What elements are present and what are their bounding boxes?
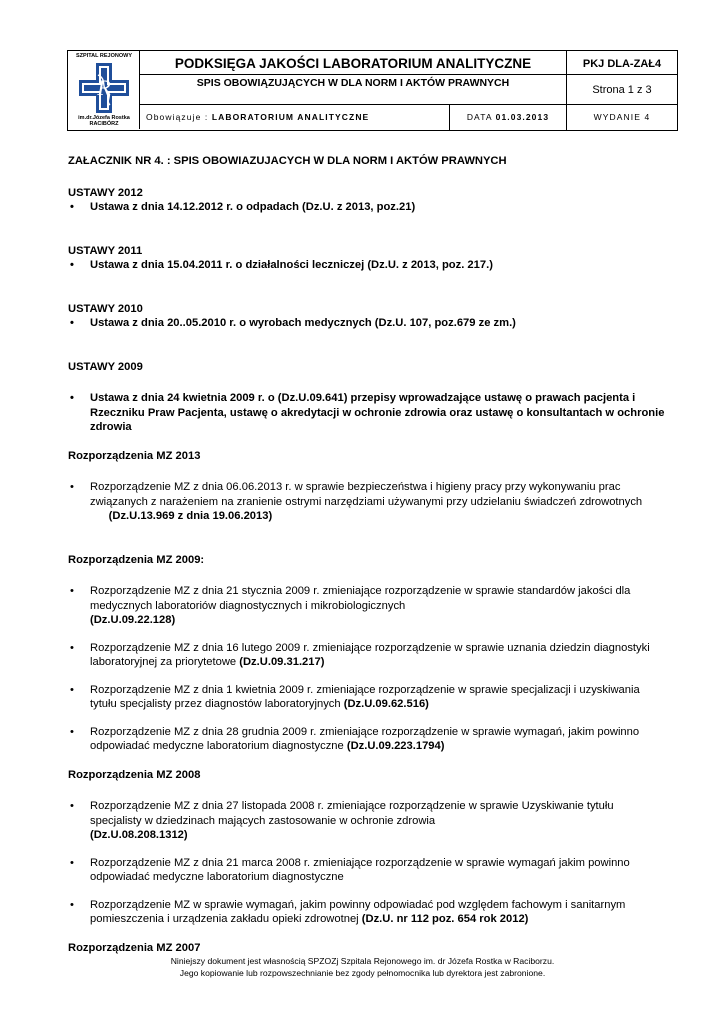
list-item: • Ustawa z dnia 14.12.2012 r. o odpadach (Dz.U. z 2013, poz.21) (68, 200, 668, 215)
document-date (450, 105, 566, 130)
section-title: Rozporządzenia MZ 2013 (68, 449, 201, 462)
hospital-name-bottom (68, 115, 140, 127)
section-title: USTAWY 2010 (68, 302, 143, 315)
valid-label: Obowiązuje : (146, 112, 212, 122)
date-label: DATA (466, 112, 496, 122)
section-title: USTAWY 2009 (68, 360, 143, 373)
document-subtitle: SPIS OBOWIĄZUJĄCYCH W DLA NORM I AKTÓW PRAWNYCH (140, 75, 566, 105)
document-code: PKJ DLA-ZAŁ4 (566, 51, 677, 75)
section-title: Rozporządzenia MZ 2009: (68, 553, 205, 566)
item-text: Rozporządzenie MZ z dnia 27 listopada 2008 r. zmieniające rozporządzenie w sprawie Uzyskiwanie tytułu specjalisty w dziedzinach mających zastosowanie w ochronie zdrowia (90, 800, 614, 827)
document-title: PODKSIĘGA JAKOŚCI LABORATORIUM ANALITYCZNE (140, 51, 566, 75)
list-item (68, 799, 668, 843)
hospital-logo-cell (68, 51, 140, 129)
document-edition: WYDANIE 4 (566, 105, 677, 130)
page-number: Strona 1 z 3 (566, 75, 677, 105)
section-title: USTAWY 2011 (68, 244, 143, 257)
list-item (68, 584, 668, 628)
item-text: Rozporządzenie MZ w sprawie wymagań, jakim powinny odpowiadać pod względem fachowym i sanitarnym pomieszczenia i urządzenia zakładu opieki zdrowotnej (90, 898, 626, 925)
item-reference: (Dz.U.13.969 z dnia 19.06.2013) (90, 510, 273, 522)
list-item (68, 683, 668, 712)
list-item (68, 641, 668, 670)
item-reference: (Dz.U.09.223.1794) (346, 740, 445, 752)
medical-cross-logo-icon (77, 61, 131, 115)
list-item (68, 725, 668, 754)
hospital-city: RACIBÓRZ (89, 121, 119, 127)
document-body (68, 154, 668, 955)
footer-line-2: Jego kopiowanie lub rozpowszechnianie bez zgody pełnomocnika lub dyrektora jest zabronione. (179, 967, 546, 978)
item-text: Rozporządzenie MZ z dnia 1 kwietnia 2009 r. zmieniające rozporządzenie w sprawie specjalizacji i uzyskiwania tytułu specjalisty przez diagnostów laboratoryjnych (90, 683, 640, 710)
section-title: Rozporządzenia MZ 2008 (68, 768, 201, 781)
valid-for (140, 105, 450, 130)
list-item: • Ustawa z dnia 15.04.2011 r. o działalności leczniczej (Dz.U. z 2013, poz. 217.) (68, 258, 668, 273)
hospital-name-top: SZPITAL REJONOWY (75, 53, 133, 59)
attachment-title: ZAŁACZNIK NR 4. : SPIS OBOWIAZUJACYCH W DLA NORM I AKTÓW PRAWNYCH (68, 155, 507, 167)
svg-text:R: R (97, 75, 111, 100)
item-reference: (Dz.U.08.208.1312) (90, 829, 188, 841)
footer-line-1: Niniejszy dokument jest własnością SPZOZj Szpitala Rejonowego im. dr Józefa Rostka w Raciborzu. (170, 956, 555, 966)
item-text: Rozporządzenie MZ z dnia 28 grudnia 2009 r. zmieniające rozporządzenie w sprawie wymagań, jakim powinno odpowiadać medyczne laboratorium diagnostyczne (90, 725, 640, 752)
valid-value: LABORATORIUM ANALITYCZNE (211, 112, 370, 122)
list-item: • Ustawa z dnia 24 kwietnia 2009 r. o (Dz.U.09.641) przepisy wprowadzające ustawę o prawach pacjenta i Rzeczniku Praw Pacjenta, ustawę o akredytacji w ochronie zdrowia oraz ustawę o konsultantach w ochronie zdrowia (68, 391, 668, 435)
item-text: Rozporządzenie MZ z dnia 16 lutego 2009 r. zmieniające rozporządzenie w sprawie uznania dziedzin diagnostyki laboratoryjnej za priorytetowe (90, 641, 650, 668)
item-reference: (Dz.U.09.62.516) (343, 698, 429, 710)
item-reference: (Dz.U. nr 112 poz. 654 rok 2012) (361, 913, 529, 925)
section-title: USTAWY 2012 (68, 186, 143, 199)
date-value: 01.03.2013 (495, 112, 550, 122)
list-item (68, 480, 668, 524)
document-header (67, 50, 678, 131)
item-text: Rozporządzenie MZ z dnia 06.06.2013 r. w sprawie bezpieczeństwa i higieny pracy przy wykonywaniu prac związanych z narażeniem na zranienie ostrymi narzędziami używanymi przy udzielaniu świadczeń zdrowotnych (90, 481, 643, 508)
item-text: Rozporządzenie MZ z dnia 21 stycznia 2009 r. zmieniające rozporządzenie w sprawie standardów jakości dla medycznych laboratoriów diagnostycznych i mikrobiologicznych (90, 585, 631, 612)
item-text: Rozporządzenie MZ z dnia 21 marca 2008 r. zmieniające rozporządzenie w sprawie wymagań jakim powinno odpowiadać medyczne laboratorium diagnostyczne (90, 856, 630, 883)
section-title: Rozporządzenia MZ 2007 (68, 941, 201, 954)
hospital-patron: im.dr.Józefa Rostka (78, 115, 130, 121)
document-footer (0, 956, 725, 979)
list-item: • Ustawa z dnia 20..05.2010 r. o wyrobach medycznych (Dz.U. 107, poz.679 ze zm.) (68, 316, 668, 331)
list-item (68, 898, 668, 927)
item-reference: (Dz.U.09.22.128) (90, 614, 176, 626)
item-reference: (Dz.U.09.31.217) (239, 656, 325, 668)
list-item (68, 856, 668, 885)
